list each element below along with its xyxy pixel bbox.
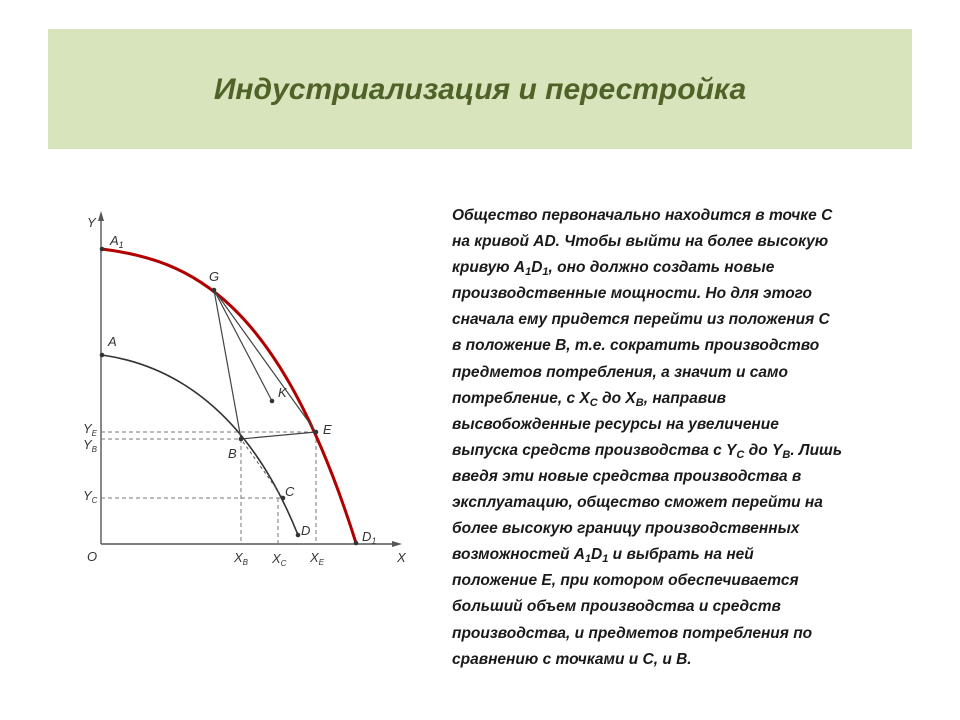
- body-line: высвобожденные ресурсы на увеличение: [452, 415, 779, 433]
- label-b: B: [228, 446, 237, 461]
- x-axis-arrow-icon: [392, 541, 402, 547]
- ppf-diagram: [78, 205, 418, 583]
- body-line: Общество первоначально находится в точке С: [452, 207, 833, 224]
- slide-title: Индустриализация и перестройка: [213, 73, 747, 106]
- point-e: [314, 430, 319, 435]
- curve-a1d1: [102, 249, 356, 543]
- point-d: [296, 533, 301, 538]
- label-x-axis: X: [397, 550, 406, 565]
- body-line: кривую $A_1D_1$, оно должно создать новые: [452, 259, 775, 279]
- body-line: выпуска средств производства с $Y_C$ до $Y_B$. Лишь: [452, 441, 843, 461]
- body-line: эксплуатацию, общество сможет перейти на: [452, 494, 823, 512]
- label-d1: $D_1$: [362, 529, 377, 546]
- line-g-e: [214, 290, 316, 432]
- point-b: [239, 437, 244, 442]
- label-xc: $X_C$: [272, 551, 287, 568]
- point-d1: [354, 541, 359, 546]
- label-g: G: [209, 269, 220, 284]
- point-a1: [100, 247, 105, 252]
- body-line: введя эти новые средства производства в: [452, 467, 802, 485]
- body-line: потребление, с $X_C$ до $X_B$, направив: [452, 389, 727, 409]
- body-line: положение Е, при котором обеспечивается: [452, 572, 799, 590]
- label-xb: $X_B$: [234, 550, 249, 567]
- body-line: сравнению с точками и С, и В.: [452, 650, 692, 668]
- point-a: [100, 353, 105, 358]
- body-line: сначала ему придется перейти из положения С: [452, 311, 830, 329]
- label-d: D: [301, 523, 311, 538]
- line-b-e: [241, 432, 316, 439]
- body-text: [452, 203, 912, 673]
- label-yb: $Y_B$: [83, 437, 98, 454]
- label-a1: $A_1$: [110, 233, 124, 250]
- body-line: на кривой AD. Чтобы выйти на более высокую: [452, 233, 829, 251]
- label-e: E: [323, 422, 332, 437]
- body-line: больший объем производства и средств: [452, 598, 781, 616]
- label-k: K: [278, 385, 287, 400]
- label-yc: $Y_C$: [83, 488, 98, 505]
- point-k: [270, 399, 275, 404]
- label-ye: $Y_E$: [83, 421, 98, 438]
- body-line: более высокую границу производственных: [452, 520, 800, 538]
- guide-lines: [101, 432, 316, 544]
- body-line: производственные мощности. Но для этого: [452, 285, 813, 303]
- body-line: производства, и предметов потребления по: [452, 624, 813, 642]
- y-axis-arrow-icon: [98, 211, 104, 221]
- label-a: A: [108, 334, 117, 349]
- points: [100, 247, 359, 546]
- curve-ad: [102, 355, 298, 535]
- label-c: C: [285, 484, 295, 499]
- body-line: предметов потребления, а значит и само: [452, 363, 788, 381]
- label-xe: $X_E$: [310, 550, 325, 567]
- label-y-axis: Y: [87, 215, 96, 230]
- point-g: [212, 288, 217, 293]
- diagram-labels: [83, 215, 407, 568]
- body-line: в положение В, т.е. сократить производство: [452, 337, 820, 355]
- label-origin: O: [87, 549, 98, 564]
- body-line: возможностей $A_1D_1$ и выбрать на ней: [452, 546, 754, 566]
